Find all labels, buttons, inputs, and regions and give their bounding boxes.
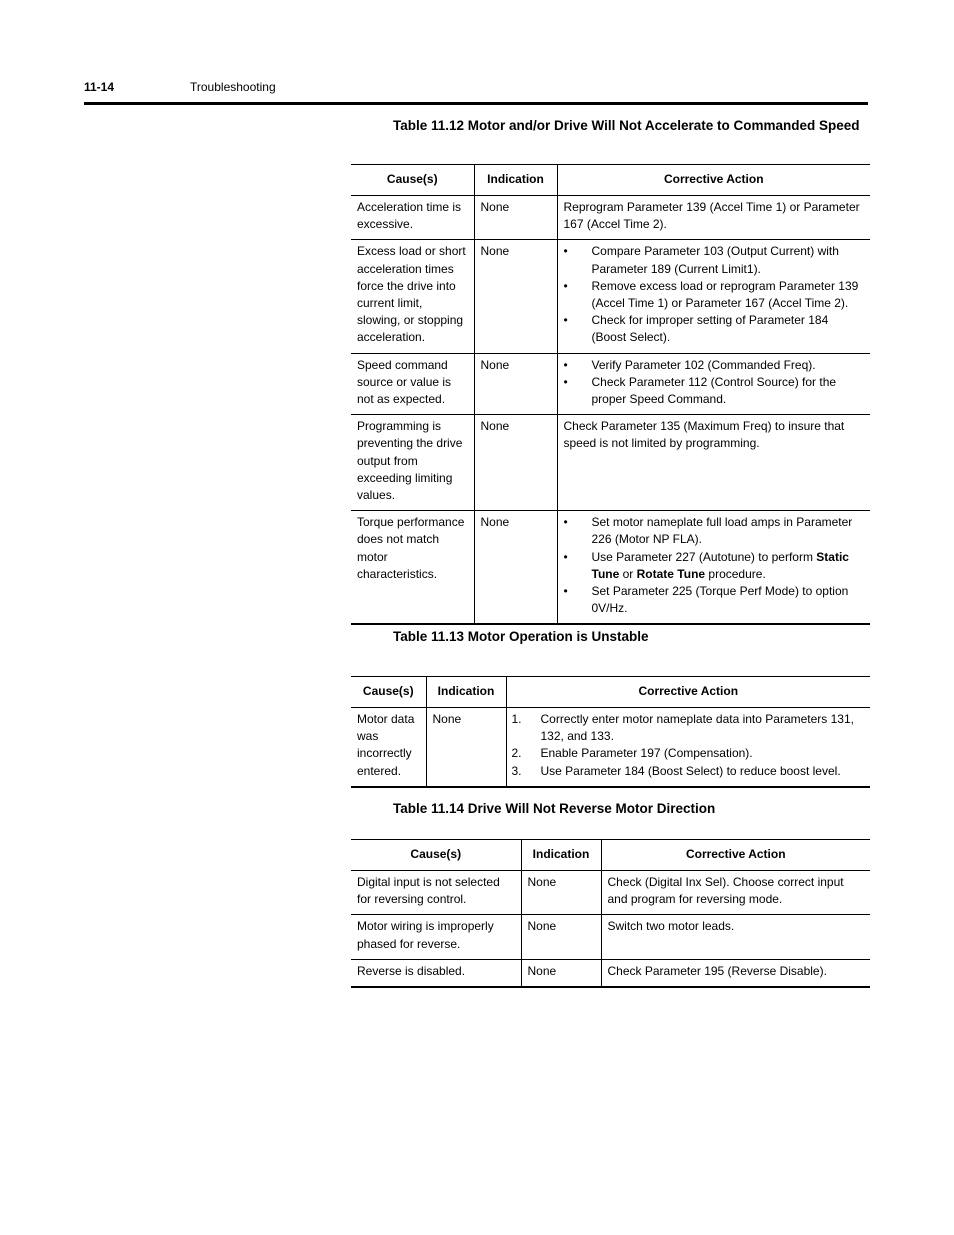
- page-number: 11-14: [84, 80, 115, 94]
- bullet-icon: •: [563, 515, 568, 530]
- cause-cell: Digital input is not selected for reversing control.: [351, 871, 521, 915]
- section-title: Troubleshooting: [190, 80, 276, 94]
- indication-cell: None: [474, 240, 557, 353]
- indication-cell: None: [474, 353, 557, 415]
- column-header-causes: Cause(s): [351, 165, 474, 196]
- table-row: [351, 353, 870, 415]
- cause-cell: Motor data was incorrectly entered.: [351, 708, 426, 787]
- list-item: • Verify Parameter 102 (Commanded Freq).: [564, 357, 865, 374]
- list-item: • Set motor nameplate full load amps in Parameter 226 (Motor NP FLA).: [563, 515, 853, 547]
- cause-cell: Reverse is disabled.: [351, 959, 521, 987]
- action-cell: Reprogram Parameter 139 (Accel Time 1) or Parameter 167 (Accel Time 2).: [557, 196, 870, 240]
- action-cell: Check Parameter 195 (Reverse Disable).: [601, 959, 870, 987]
- table-header-row: [351, 840, 870, 871]
- indication-cell: None: [474, 511, 557, 625]
- table-row: [351, 415, 870, 511]
- table-row: [351, 240, 870, 353]
- column-header-corrective-action: Corrective Action: [557, 165, 870, 196]
- list-item: 3. Use Parameter 184 (Boost Select) to reduce boost level.: [511, 763, 841, 778]
- table-row: [351, 871, 870, 915]
- cause-cell: Programming is preventing the drive output from exceeding limiting values.: [351, 415, 474, 511]
- table-row: [351, 196, 870, 240]
- list-item: • Use Parameter 227 (Autotune) to perform Static Tune or Rotate Tune procedure.: [563, 549, 849, 581]
- table-11-14-title: Table 11.14 Drive Will Not Reverse Motor Direction: [393, 801, 716, 816]
- list-item: • Check for improper setting of Parameter 184 (Boost Select).: [563, 313, 829, 345]
- bullet-icon: •: [563, 549, 568, 564]
- column-header-indication: Indication: [426, 677, 506, 708]
- table-11-13-title: Table 11.13 Motor Operation is Unstable: [393, 629, 649, 644]
- indication-cell: None: [474, 415, 557, 511]
- bullet-icon: •: [563, 357, 568, 372]
- table-11-12-title: Table 11.12 Motor and/or Drive Will Not Accelerate to Commanded Speed: [393, 118, 860, 133]
- table-row: [351, 959, 870, 987]
- column-header-causes: Cause(s): [351, 840, 521, 871]
- column-header-corrective-action: Corrective Action: [601, 840, 870, 871]
- bullet-icon: •: [563, 244, 568, 259]
- table-11-13: [351, 676, 870, 788]
- indication-cell: None: [521, 871, 601, 915]
- list-item: 2. Enable Parameter 197 (Compensation).: [511, 746, 753, 761]
- list-item: • Compare Parameter 103 (Output Current) with Parameter 189 (Current Limit1).: [563, 244, 839, 276]
- indication-cell: None: [521, 959, 601, 987]
- table-row: [351, 915, 870, 959]
- table-row: [351, 511, 870, 625]
- cause-cell: Torque performance does not match motor characteristics.: [351, 511, 474, 625]
- column-header-indication: Indication: [474, 165, 557, 196]
- list-item: 1. Correctly enter motor nameplate data into Parameters 131, 132, and 133.: [511, 712, 854, 744]
- bullet-icon: •: [563, 278, 568, 293]
- cause-cell: Speed command source or value is not as expected.: [351, 353, 474, 415]
- action-cell: [557, 353, 870, 415]
- indication-cell: None: [474, 196, 557, 240]
- list-item: • Set Parameter 225 (Torque Perf Mode) to option 0V/Hz.: [563, 584, 849, 616]
- column-header-corrective-action: Corrective Action: [506, 677, 870, 708]
- table-11-14: [351, 839, 870, 988]
- action-cell: Switch two motor leads.: [601, 915, 870, 959]
- action-cell: [557, 240, 870, 353]
- cause-cell: Acceleration time is excessive.: [351, 196, 474, 240]
- list-item: • Check Parameter 112 (Control Source) for the proper Speed Command.: [563, 374, 837, 407]
- table-header-row: [351, 165, 870, 196]
- column-header-causes: Cause(s): [351, 677, 426, 708]
- list-item: • Remove excess load or reprogram Parameter 139 (Accel Time 1) or Parameter 167 (Accel Time 2).: [563, 278, 859, 311]
- indication-cell: None: [521, 915, 601, 959]
- bullet-icon: •: [563, 584, 568, 599]
- bullet-icon: •: [563, 374, 568, 389]
- action-cell: [506, 708, 870, 787]
- table-header-row: [351, 677, 870, 708]
- cause-cell: Excess load or short acceleration times force the drive into current limit, slowing, or stopping acceleration.: [351, 240, 474, 353]
- action-cell: Check (Digital Inx Sel). Choose correct input and program for reversing mode.: [601, 871, 870, 915]
- bullet-icon: •: [563, 313, 568, 328]
- cause-cell: Motor wiring is improperly phased for reverse.: [351, 915, 521, 959]
- page-header: [84, 80, 868, 105]
- column-header-indication: Indication: [521, 840, 601, 871]
- indication-cell: None: [426, 708, 506, 787]
- table-row: [351, 708, 870, 787]
- table-11-12: [351, 164, 870, 625]
- action-cell: [557, 511, 870, 625]
- action-cell: Check Parameter 135 (Maximum Freq) to insure that speed is not limited by programming.: [557, 415, 870, 511]
